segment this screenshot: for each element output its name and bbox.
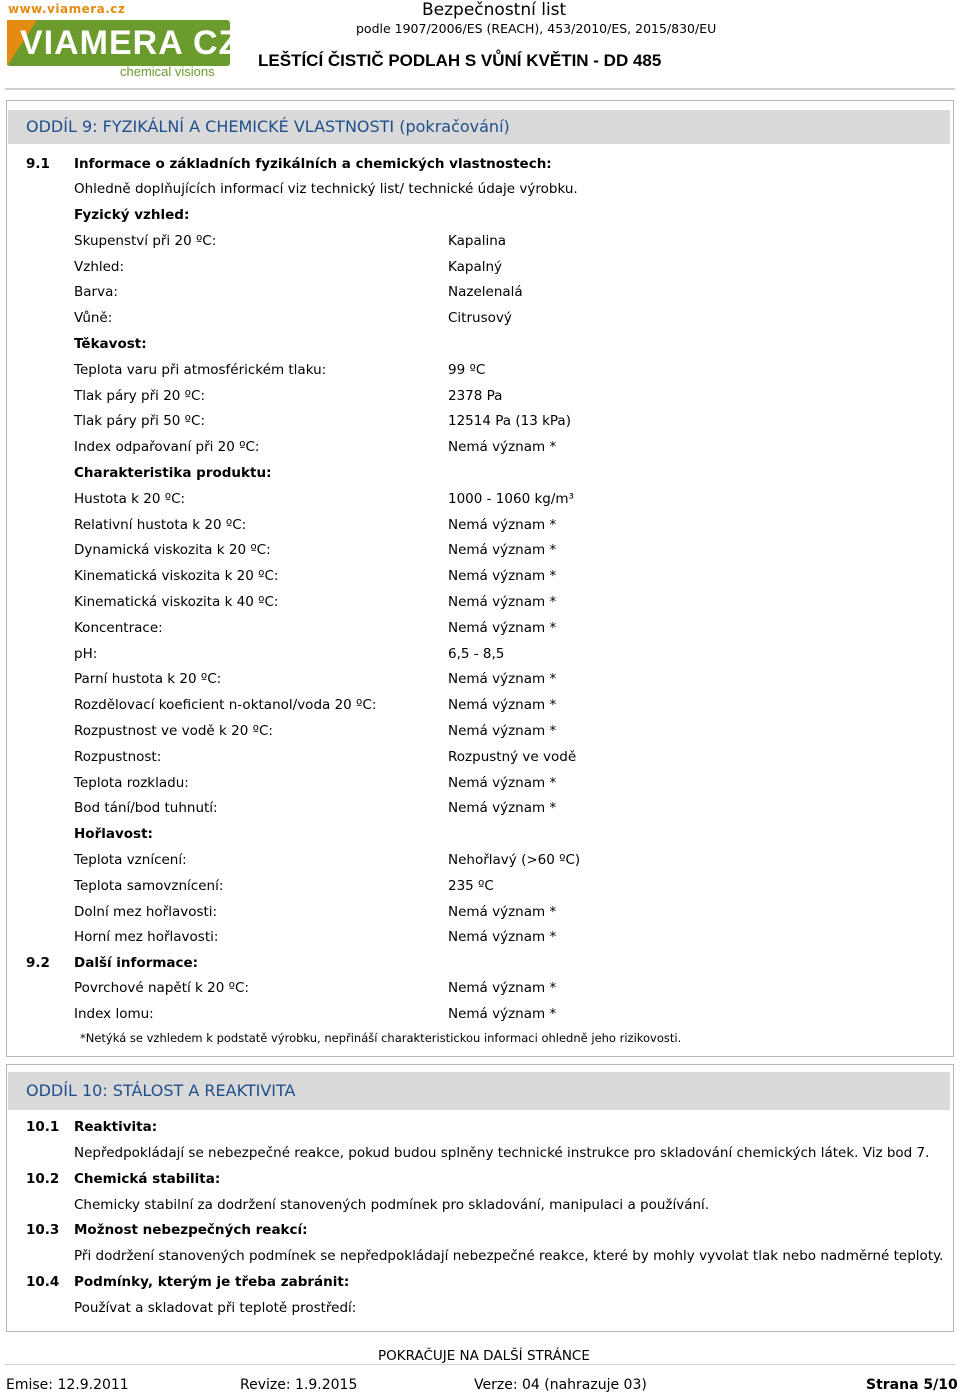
- property-label: Tlak páry při 20 ºC:: [74, 387, 206, 404]
- issue-date: Emise: 12.9.2011: [6, 1377, 129, 1393]
- property-label: Těkavost:: [74, 336, 147, 352]
- property-value: Nemá význam *: [448, 800, 557, 817]
- property-label: Skupenství při 20 ºC:: [74, 232, 217, 249]
- property-label: pH:: [74, 645, 98, 662]
- property-label: Vzhled:: [74, 258, 125, 275]
- property-value: Kapalný: [448, 258, 503, 275]
- property-value: Rozpustný ve vodě: [448, 748, 577, 765]
- property-value: Nehořlavý (>60 ºC): [448, 852, 581, 868]
- regulation-text: podle 1907/2006/ES (REACH), 453/2010/ES, 2015/830/EU: [356, 21, 717, 36]
- property-label: Teplota varu při atmosférickém tlaku:: [74, 361, 327, 378]
- property-value: Nemá význam *: [448, 516, 557, 533]
- property-label: Rozpustnost ve vodě k 20 ºC:: [74, 723, 273, 739]
- property-label: Index odpařovaní při 20 ºC:: [74, 439, 260, 456]
- revision-date: Revize: 1.9.2015: [240, 1377, 358, 1393]
- property-value: Nemá význam *: [448, 774, 557, 791]
- subsection-title: Podmínky, kterým je třeba zabránit:: [74, 1273, 350, 1290]
- subsection-text: Při dodržení stanovených podmínek se nepředpokládají nebezpečné reakce, které by mohly vyvolat tlak nebo nadměrné teploty.: [74, 1248, 944, 1264]
- property-label: Parní hustota k 20 ºC:: [74, 671, 222, 688]
- document-title: Bezpečnostní list: [422, 0, 567, 20]
- property-value: 235 ºC: [448, 877, 494, 894]
- subsection-text: Používat a skladovat při teplotě prostředí:: [74, 1299, 357, 1316]
- property-value: Citrusový: [448, 310, 512, 327]
- property-value: Nemá význam *: [448, 568, 557, 585]
- logo-name: VIAMERA CZ: [20, 24, 241, 62]
- property-value: 2378 Pa: [448, 387, 503, 404]
- subsection-text: Chemicky stabilní za dodržení stanovených podmínek pro skladování, manipulaci a používání.: [74, 1196, 710, 1213]
- footer-divider: [5, 1364, 955, 1365]
- section-9-note: Ohledně doplňujících informací viz technický list/ technické údaje výrobku.: [74, 181, 578, 197]
- subsection-number: 10.1: [26, 1119, 60, 1135]
- property-label: Barva:: [74, 284, 118, 301]
- version: Verze: 04 (nahrazuje 03): [474, 1377, 647, 1393]
- property-label: Dynamická viskozita k 20 ºC:: [74, 542, 271, 559]
- property-value: 6,5 - 8,5: [448, 645, 505, 662]
- property-label: Index lomu:: [74, 1005, 154, 1022]
- page-number: Strana 5/10: [866, 1377, 958, 1393]
- property-label: Kinematická viskozita k 40 ºC:: [74, 594, 279, 610]
- property-value: 12514 Pa (13 kPa): [448, 413, 571, 430]
- property-label: Teplota samovznícení:: [74, 877, 224, 894]
- property-label: Vůně:: [74, 310, 113, 327]
- property-label: Teplota rozkladu:: [74, 774, 189, 791]
- property-value: 1000 - 1060 kg/m³: [448, 490, 574, 507]
- property-label: Rozpustnost:: [74, 748, 162, 765]
- subsection-text: Nepředpokládají se nebezpečné reakce, pokud budou splněny technické instrukce pro skladování chemických látek. Viz bod 7.: [74, 1145, 930, 1161]
- property-value: Nemá význam *: [448, 723, 557, 739]
- property-label: Horní mez hořlavosti:: [74, 929, 219, 946]
- property-value: Nemá význam *: [448, 619, 557, 636]
- property-value: Nemá význam *: [448, 903, 557, 920]
- subsection-9-2-title: Další informace:: [74, 955, 199, 971]
- property-label: Fyzický vzhled:: [74, 207, 190, 223]
- section-9-title: ODDÍL 9: FYZIKÁLNÍ A CHEMICKÉ VLASTNOSTI (pokračování): [8, 110, 950, 144]
- property-label: Bod tání/bod tuhnutí:: [74, 800, 218, 817]
- subsection-9-1-title: Informace o základních fyzikálních a chemických vlastnostech:: [74, 156, 552, 172]
- property-value: 99 ºC: [448, 361, 486, 378]
- property-label: Tlak páry při 50 ºC:: [74, 413, 206, 430]
- property-label: Dolní mez hořlavosti:: [74, 903, 218, 920]
- property-value: Nemá význam *: [448, 671, 557, 688]
- property-value: Nemá význam *: [448, 542, 557, 559]
- property-label: Kinematická viskozita k 20 ºC:: [74, 568, 279, 585]
- property-value: Nemá význam *: [448, 439, 557, 456]
- property-label: Hustota k 20 ºC:: [74, 490, 186, 507]
- product-name: LEŠTÍCÍ ČISTIČ PODLAH S VŮNÍ KVĚTIN - DD 485: [258, 51, 662, 70]
- subsection-number: 10.2: [26, 1170, 60, 1187]
- property-label: Relativní hustota k 20 ºC:: [74, 516, 247, 533]
- subsection-number: 10.4: [26, 1273, 60, 1290]
- property-value: Nemá význam *: [448, 697, 557, 714]
- logo-url: www.viamera.cz: [8, 2, 126, 16]
- property-value: Nazelenalá: [448, 284, 523, 301]
- property-value: Nemá význam *: [448, 980, 557, 996]
- subsection-title: Reaktivita:: [74, 1119, 158, 1135]
- property-label: Charakteristika produktu:: [74, 465, 272, 481]
- property-value: Nemá význam *: [448, 1005, 557, 1022]
- property-label: Povrchové napětí k 20 ºC:: [74, 980, 249, 996]
- section-10-title: ODDÍL 10: STÁLOST A REAKTIVITA: [8, 1072, 950, 1110]
- header-divider: [5, 88, 955, 90]
- property-label: Rozdělovací koeficient n-oktanol/voda 20 ºC:: [74, 697, 377, 714]
- subsection-number: 10.3: [26, 1222, 60, 1238]
- property-label: Koncentrace:: [74, 619, 163, 636]
- subsection-title: Možnost nebezpečných reakcí:: [74, 1222, 308, 1238]
- subsection-9-2-number: 9.2: [26, 955, 50, 971]
- property-value: Nemá význam *: [448, 594, 557, 610]
- property-value: Kapalina: [448, 232, 507, 249]
- subsection-title: Chemická stabilita:: [74, 1170, 221, 1187]
- subsection-9-1-number: 9.1: [26, 156, 50, 172]
- property-label: Hořlavost:: [74, 826, 153, 843]
- property-value: Nemá význam *: [448, 929, 557, 946]
- section-9-footnote: *Netýká se vzhledem k podstatě výrobku, nepřináší charakteristickou informaci ohledně jeho rizikovosti.: [80, 1031, 682, 1045]
- logo-tagline: chemical visions: [120, 64, 215, 79]
- property-label: Teplota vznícení:: [74, 852, 187, 868]
- continue-note: POKRAČUJE NA DALŠÍ STRÁNCE: [378, 1348, 590, 1364]
